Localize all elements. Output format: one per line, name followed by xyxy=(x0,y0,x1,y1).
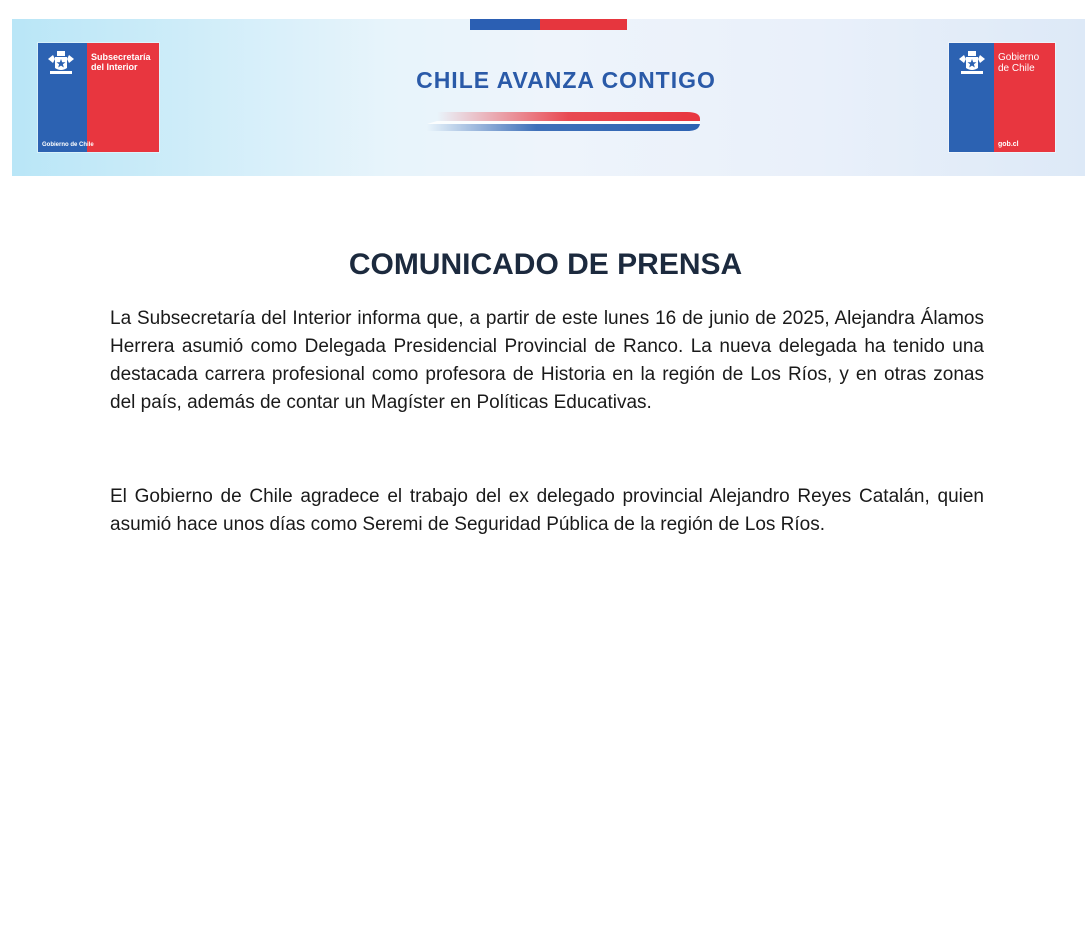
logo-red-panel xyxy=(994,43,1055,152)
flag-strip-blue xyxy=(470,19,540,30)
logo-title: Subsecretaría del Interior xyxy=(91,52,151,72)
body-paragraph-1: La Subsecretaría del Interior informa que, a partir de este lunes 16 de junio de 2025, Alejandra Álamos Herrera asumió como Delegada Presidencial Provincial de Ranco. La nueva delegada ha tenido una destacada carrera profesional como profesora de Historia en la región de Los Ríos, y en otras zonas del país, además de contar un Magíster en Políticas Educativas. xyxy=(110,308,984,413)
logo-red-panel xyxy=(42,43,159,152)
coat-of-arms-icon xyxy=(955,49,989,77)
flag-strip-red xyxy=(540,19,627,30)
subsecretaria-interior-logo xyxy=(38,43,159,152)
logo-footer: gob.cl xyxy=(998,141,1019,148)
logo-blue-panel xyxy=(38,43,87,152)
coat-of-arms-icon xyxy=(44,49,78,77)
swoosh-decoration xyxy=(417,106,702,134)
gobierno-de-chile-logo xyxy=(949,43,1055,152)
body-paragraph-2: El Gobierno de Chile agradece el trabajo del ex delegado provincial Alejandro Reyes Catalán, quien asumió hace unos días como Seremi de Seguridad Pública de la región de Los Ríos. xyxy=(110,486,984,535)
document-title: COMUNICADO DE PRENSA xyxy=(348,248,743,282)
campaign-slogan: CHILE AVANZA CONTIGO xyxy=(416,67,716,93)
flag-color-strip xyxy=(470,19,627,30)
logo-footer: Gobierno de Chile xyxy=(42,142,94,148)
logo-blue-panel xyxy=(949,43,994,152)
logo-title: Gobierno de Chile xyxy=(998,52,1040,74)
header-banner xyxy=(12,19,1085,176)
